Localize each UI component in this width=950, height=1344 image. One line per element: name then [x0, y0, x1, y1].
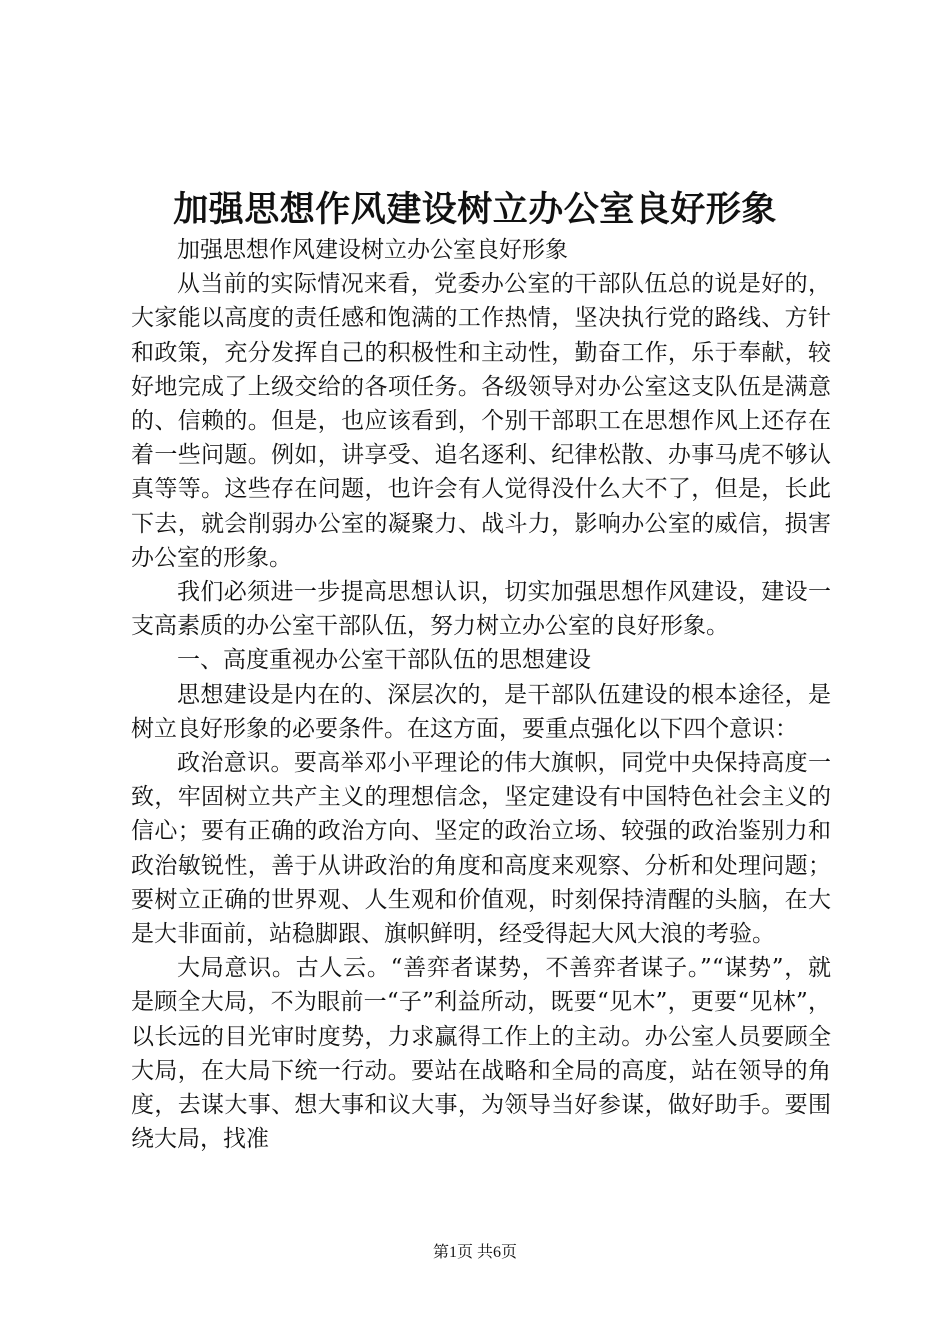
body-paragraph: 大局意识。古人云。“善弈者谋势，不善弈者谋子。”“谋势”，就是顾全大局，不为眼前一“子”利益所动，既要“见木”，更要“见林”，以长远的目光审时度势，力求赢得工作上的主动。办公室人员要顾全大局，在大局下统一行动。要站在战略和全局的高度，站在领导的角度，去谋大事、想大事和议大事，为领导当好参谋，做好助手。要围绕大局，找准 — [131, 955, 831, 1153]
body-paragraph: 思想建设是内在的、深层次的，是干部队伍建设的根本途径，是树立良好形象的必要条件。在这方面，要重点强化以下四个意识： — [131, 681, 831, 742]
page-number-footer: 第1页 共6页 — [432, 1244, 517, 1261]
body-paragraph: 政治意识。要高举邓小平理论的伟大旗帜，同党中央保持高度一致，牢固树立共产主义的理想信念，坚定建设有中国特色社会主义的信心；要有正确的政治方向、坚定的政治立场、较强的政治鉴别力和政治敏锐性，善于从讲政治的角度和高度来观察、分析和处理问题；要树立正确的世界观、人生观和价值观，时刻保持清醒的头脑，在大是大非面前，站稳脚跟、旗帜鲜明，经受得起大风大浪的考验。 — [131, 750, 831, 948]
section-heading: 一、高度重视办公室干部队伍的思想建设 — [177, 647, 591, 674]
body-paragraph: 从当前的实际情况来看，党委办公室的干部队伍总的说是好的，大家能以高度的责任感和饱满的工作热情，坚决执行党的路线、方针和政策，充分发挥自己的积极性和主动性，勤奋工作，乐于奉献，较好地完成了上级交给的各项任务。各级领导对办公室这支队伍是满意的、信赖的。但是，也应该看到，个别干部职工在思想作风上还存在着一些问题。例如，讲享受、追名逐利、纪律松散、办事马虎不够认真等等。这些存在问题，也许会有人觉得没什么大不了，但是，长此下去，就会削弱办公室的凝聚力、战斗力，影响办公室的威信，损害办公室的形象。 — [131, 271, 831, 571]
body-paragraph: 我们必须进一步提高思想认识，切实加强思想作风建设，建设一支高素质的办公室干部队伍，努力树立办公室的良好形象。 — [131, 579, 831, 640]
document-body — [131, 233, 831, 1156]
subtitle-paragraph: 加强思想作风建设树立办公室良好形象 — [177, 237, 568, 263]
document-title: 加强思想作风建设树立办公室良好形象 — [173, 189, 777, 230]
